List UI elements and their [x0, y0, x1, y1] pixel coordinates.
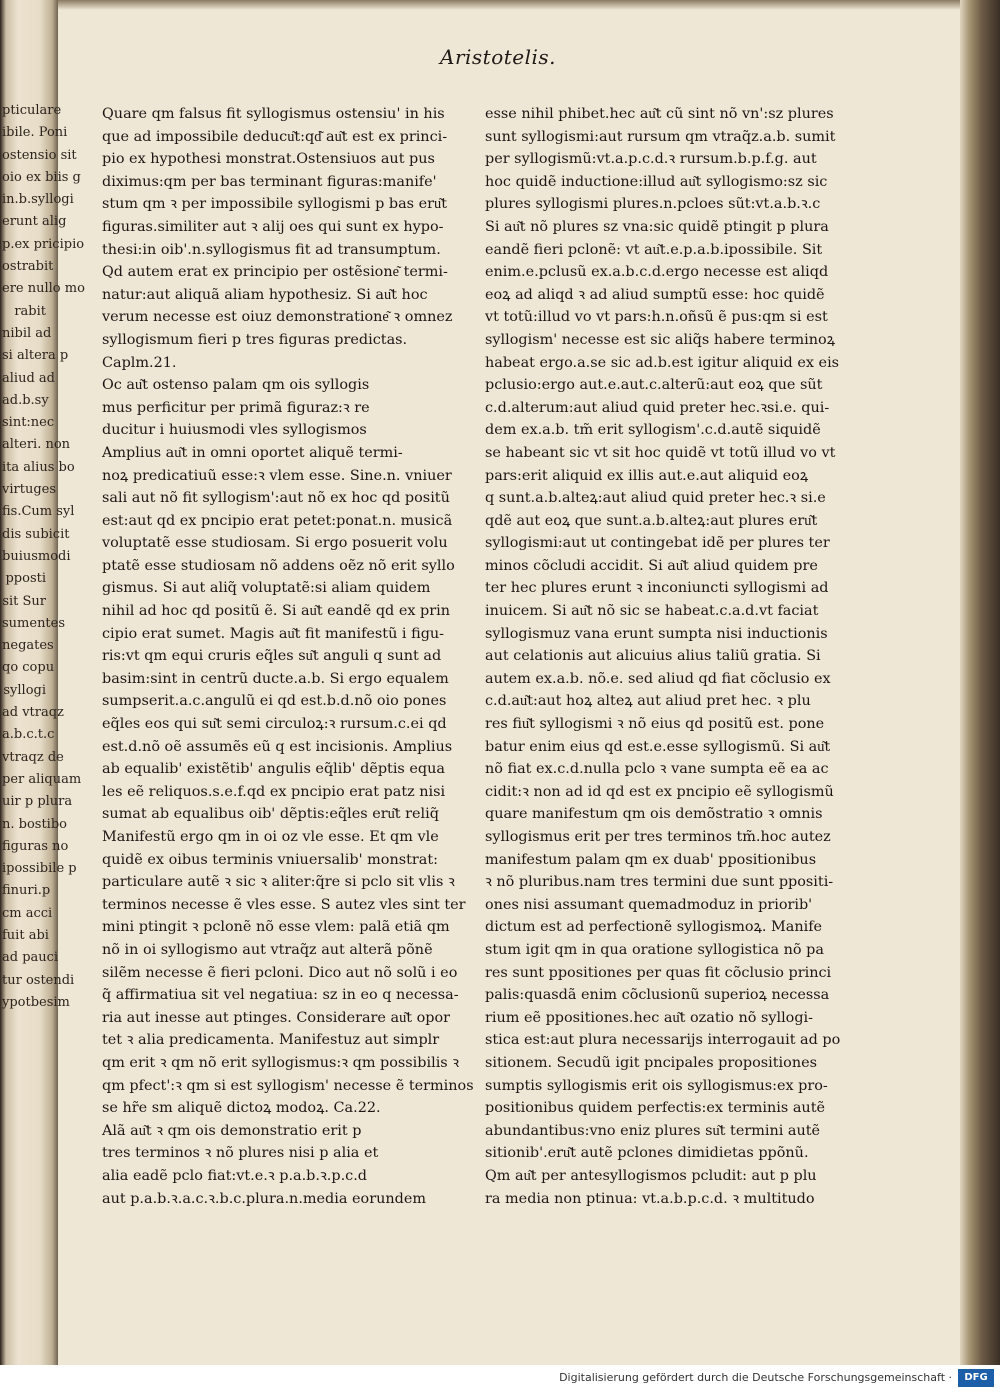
text-line: eandẽ fieri pclonẽ: vt au͂t.e.p.a.b.ipossibile. Sit [485, 241, 823, 258]
text-line: ra media non ptinua: vt.a.b.p.c.d. ꝛ multitudo [485, 1190, 815, 1207]
text-line: noꝝ predicatiuũ esse:ꝛ vlem esse. Sine.n. vniuer [102, 467, 452, 484]
text-line: stica est:aut plura necessarijs interrogauit ad po [485, 1032, 841, 1049]
footer-bar [0, 1365, 1000, 1392]
text-line: c.d.au͂t:aut hoꝝ alteꝝ aut aliud pret hec. ꝛ plu [485, 693, 811, 710]
text-line: esse nihil phibet.hec au͂t cũ sint nõ vn':sz plures [485, 106, 834, 122]
text-line: palis:quasdã enim cõclusionũ superioꝝ necessa [485, 987, 830, 1004]
text-line: ria aut inesse aut ptinges. Considerare au͂t opor [102, 1009, 451, 1026]
text-line: q̃ affirmatiua sit vel negatiua: sz in eo q necessa- [102, 987, 459, 1004]
text-line: diximus:qm per bas terminant figuras:manife' [102, 173, 437, 190]
text-line: batur enim eius qd est.e.esse syllogismũ. Si au͂t [485, 738, 831, 755]
text-line: verum necesse est oiuz demonstratione͂ ꝛ omnez [102, 309, 453, 326]
text-line: natur:aut aliquã aliam hypothesiz. Si au͂t hoc [102, 286, 428, 303]
margin-fragment: ypotbesim [2, 994, 70, 1010]
margin-fragment: sumentes [2, 615, 66, 631]
margin-fragment: ostrabit [2, 259, 54, 275]
text-line: figuras.similiter aut ꝛ alij oes qui sunt ex hypo- [102, 218, 444, 235]
margin-fragment: a.b.c.t.c [2, 727, 55, 743]
book-right-edge [960, 0, 1000, 1365]
text-line: res fiu͂t syllogismi ꝛ nõ eius qd positũ est. pone [485, 716, 825, 733]
margin-fragment: ipossibile p [2, 861, 77, 877]
text-line: Amplius au͂t in omni oportet aliquẽ termi- [102, 444, 403, 461]
text-line: sumat ab equalibus oib' dẽptis:eq̃les eru͂t reliq̃ [102, 806, 439, 823]
margin-fragment: sit Sur [2, 593, 46, 609]
text-line: les eẽ reliquos.s.e.f.qd ex pncipio erat patz nisi [102, 783, 446, 800]
digitization-credit: Digitalisierung gefördert durch die Deutsche Forschungsgemeinschaft · [559, 1371, 952, 1384]
text-line: est:aut qd ex pncipio erat petet:ponat.n. musicã [102, 512, 453, 529]
text-line: sali aut nõ fit syllogism':aut nõ ex hoc qd positũ [102, 490, 450, 507]
text-line: ab equalib' existẽtib' angulis eq̃lib' dẽptis equa [102, 761, 445, 778]
text-line: sitionib'.eru͂t autẽ pclones dimidietas ppõnũ. [485, 1145, 809, 1162]
text-line: dem ex.a.b. tm̃ erit syllogism'.c.d.autẽ siquidẽ [485, 422, 821, 439]
text-line: syllogismum fieri p tres figuras predictas. [102, 331, 408, 348]
margin-fragment: sint:nec [2, 415, 55, 431]
text-line: c.d.alterum:aut aliud quid preter hec.ꝛsi.e. qui- [485, 399, 830, 416]
text-line: Qd autem erat ex principio per ostẽsione͂ termi- [102, 264, 448, 281]
text-line: rium eẽ ppositiones.hec au͂t ozatio nõ syllogi- [485, 1009, 814, 1026]
page-top-edge [58, 0, 1000, 10]
text-line: nõ in oi syllogismo aut vtraq̃z aut alterã põnẽ [102, 941, 433, 958]
text-line: manifestum palam qm ex duab' ppositionibus [485, 851, 817, 868]
margin-fragment: fuit abi [2, 927, 49, 943]
margin-fragment: si altera p [2, 348, 69, 364]
text-line: mus perficitur per primã figuraz:ꝛ re [102, 399, 370, 416]
text-line: alia eadẽ pclo fiat:vt.e.ꝛ p.a.b.ꝛ.p.c.d [102, 1167, 367, 1184]
text-line: gismus. Si aut aliq̃ voluptatẽ:si aliam quidem [102, 580, 431, 597]
dfg-logo: DFG [958, 1369, 994, 1387]
text-line: per syllogismũ:vt.a.p.c.d.ꝛ rursum.b.p.f.g. aut [485, 151, 817, 168]
text-line: ptatẽ esse studiosam nõ addens oẽz nõ erit syllo [102, 557, 455, 574]
text-line: positionibus quidem perfectis:ex terminis autẽ [485, 1100, 825, 1117]
text-line: basim:sint in centrũ ducte.a.b. Si ergo equalem [102, 670, 449, 687]
text-line: Si au͂t nõ plures sz vna:sic quidẽ ptingit p plura [485, 218, 829, 235]
text-line: Qm au͂t per antesyllogismos pcludit: aut p plu [485, 1167, 817, 1184]
margin-fragment: vtraqz de [2, 749, 64, 765]
text-line: Oc au͂t ostenso palam qm ois syllogis [102, 377, 370, 394]
text-line: cipio erat sumet. Magis au͂t fit manifestũ i figu- [102, 625, 445, 642]
margin-fragment: per aliquam [2, 771, 82, 787]
margin-fragment: dis subicit [2, 526, 70, 542]
text-line: silẽm necesse ẽ fieri pcloni. Dico aut nõ solũ i eo [102, 964, 458, 981]
text-line: est.d.nõ oẽ assumẽs eũ q est incisionis. Amplius [102, 738, 453, 755]
margin-fragment: pposti [5, 571, 46, 587]
text-line: aut celationis aut alicuius alius taliũ gratia. Si [485, 648, 821, 665]
text-line: que ad impossibile deducu͂t:qd͂ au͂t est ex princi- [102, 128, 448, 145]
text-line: syllogismuz vana erunt sumpta nisi inductionis [485, 625, 828, 642]
margin-fragment: erunt alig [2, 214, 67, 230]
margin-fragment: aliud ad [2, 370, 55, 386]
margin-fragment: finuri.p [2, 883, 51, 899]
text-line: se hr̃e sm aliquẽ dictoꝝ modoꝝ. Ca.22. [102, 1100, 381, 1117]
text-line: qm pfect':ꝛ qm si est syllogism' necesse ẽ terminos [102, 1077, 474, 1094]
margin-fragment: negates [2, 638, 54, 654]
text-line: cidit:ꝛ non ad id qd est ex pncipio eẽ syllogismũ [485, 783, 834, 800]
text-line: quidẽ ex oibus terminis vniuersalib' monstrat: [102, 851, 438, 868]
margin-fragment: uir p plura [2, 794, 73, 810]
text-line: Quare qm falsus fit syllogismus ostensiu' in his [102, 106, 445, 122]
margin-fragment: cm acci [2, 905, 53, 921]
text-line: sumpserit.a.c.angulũ ei qd est.b.d.nõ oio pones [102, 693, 447, 710]
text-line: stum igit qm in qua oratione syllogistica nõ pa [485, 941, 824, 958]
text-line: voluptatẽ esse studiosam. Si ergo posuerit volu [102, 535, 448, 552]
text-line: plures syllogismi plures.n.pcloes sũt:vt.a.b.ꝛ.c [485, 196, 821, 213]
margin-fragment: pticulare [2, 103, 62, 118]
text-line: se habeant sic vt sit hoc quidẽ vt totũ illud vo vt [485, 444, 836, 461]
text-line: syllogismi:aut ut contingebat idẽ per plures ter [485, 535, 830, 552]
text-line: quare manifestum qm ois demõstratio ꝛ omnis [485, 806, 823, 823]
text-line: dictum est ad perfectionẽ syllogismoꝝ. Manife [485, 919, 823, 936]
text-line: sumptis syllogismis erit ois syllogismus:ex pro- [485, 1077, 828, 1094]
text-line: mini ptingit ꝛ pclonẽ nõ esse vlem: palã etiã qm [102, 919, 450, 936]
margin-fragment: virtuges [2, 482, 56, 498]
margin-fragment: ad pauci [2, 950, 59, 966]
text-line: eoꝝ ad aliqd ꝛ ad aliud sumptũ esse: hoc quidẽ [485, 286, 825, 303]
margin-fragment: ita alius bo [2, 459, 75, 475]
margin-fragment: p.ex pricipio [2, 236, 85, 252]
text-column-left [102, 103, 474, 1210]
text-line: res sunt ppositiones per quas fit cõclusio princi [485, 964, 832, 981]
text-line: inuicem. Si au͂t nõ sic se habeat.c.a.d.vt faciat [485, 603, 819, 620]
text-line: pclusio:ergo aut.e.aut.c.alterũ:aut eoꝝ que sũt [485, 377, 823, 394]
text-line: ꝛ nõ pluribus.nam tres termini due sunt ppositi- [485, 874, 834, 891]
margin-fragment: buiusmodi [2, 548, 71, 564]
text-line: tet ꝛ alia predicamenta. Manifestuz aut simplr [102, 1032, 440, 1049]
text-line: hoc quidẽ inductione:illud au͂t syllogismo:sz sic [485, 173, 828, 190]
text-line: enim.e.pclusũ ex.a.b.c.d.ergo necesse est aliqd [485, 264, 829, 281]
text-line: ris:vt qm equi cruris eq̃les su͂t anguli q sunt ad [102, 648, 442, 665]
text-line: ones nisi assumant quemadmoduz in priorib' [485, 896, 813, 913]
margin-fragment: in.b.syllogi [2, 192, 74, 208]
running-head: Aristotelis. [440, 45, 557, 69]
text-line: aut p.a.b.ꝛ.a.c.ꝛ.b.c.plura.n.media eorundem [102, 1190, 426, 1207]
text-line: ducitur i huiusmodi vles syllogismos [102, 422, 367, 439]
margin-fragment: fis.Cum syl [2, 504, 75, 520]
text-line: qdẽ aut eoꝝ que sunt.a.b.alteꝝ:aut plures eru͂t [485, 512, 818, 529]
text-line: sitionem. Secudũ igit pncipales propositiones [485, 1054, 817, 1071]
left-margin-text [2, 100, 85, 1014]
left-adjacent-page [0, 0, 85, 1365]
text-line: ter hec plures erunt ꝛ inconiuncti syllogismi ad [485, 580, 829, 597]
margin-fragment: ad.b.sy [2, 392, 49, 408]
margin-fragment: oio ex biis g [2, 169, 81, 185]
text-line: syllogism' necesse est sic aliq̃s habere terminoꝝ [485, 331, 836, 348]
margin-fragment: figuras no [2, 838, 69, 854]
text-line: nõ fiat ex.c.d.nulla pclo ꝛ vane sumpta eẽ ea ac [485, 761, 829, 778]
text-line: vt totũ:illud vo vt pars:h.n.oñsũ ẽ pus:qm si est [485, 309, 828, 326]
text-line: nihil ad hoc qd positũ ẽ. Si au͂t eandẽ qd ex prin [102, 603, 451, 620]
text-line: pio ex hypothesi monstrat.Ostensiuos aut pus [102, 151, 435, 168]
text-line: Alã au͂t ꝛ qm ois demonstratio erit p [102, 1122, 362, 1139]
text-line: thesi:in oib'.n.syllogismus fit ad transumptum. [102, 241, 441, 258]
text-line: syllogismus erit per tres terminos tm̃.hoc autez [485, 829, 831, 845]
margin-fragment: rabit [14, 303, 46, 319]
margin-fragment: syllogi [3, 682, 46, 698]
margin-fragment: alteri. non [2, 437, 71, 453]
margin-fragment: ibile. Poni [2, 125, 68, 141]
text-line: q sunt.a.b.alteꝝ:aut aliud quid preter hec.ꝛ si.e [485, 490, 826, 507]
margin-fragment: qo copu [2, 660, 55, 676]
text-line: habeat ergo.a.se sic ad.b.est igitur aliquid ex eis [485, 354, 840, 371]
text-line: autem ex.a.b. nõ.e. sed aliud qd fiat cõclusio ex [485, 670, 831, 687]
text-line: eq̃les eos qui su͂t semi circuloꝝ:ꝛ rursum.c.ei qd [102, 716, 447, 733]
margin-fragment: n. bostibo [2, 816, 67, 832]
margin-fragment: ere nullo mo [2, 281, 85, 297]
text-line: terminos necesse ẽ vles esse. S autez vles sint ter [102, 896, 466, 913]
text-line: tres terminos ꝛ nõ plures nisi p alia et [102, 1145, 379, 1162]
text-line: abundantibus:vno eniz plures su͂t termini autẽ [485, 1122, 821, 1139]
text-column-right [485, 103, 841, 1210]
text-line: minos cõcludi accidit. Si au͂t aliud quidem pre [485, 557, 818, 574]
margin-fragment: ostensio sit [2, 147, 77, 163]
text-line: stum qm ꝛ per impossibile syllogismi p bas eru͂t [102, 196, 447, 213]
text-line: sunt syllogismi:aut rursum qm vtraq̃z.a.b. sumit [485, 128, 836, 145]
margin-fragment: ad vtraqz [2, 705, 64, 721]
text-line: Caplm.21. [102, 354, 177, 371]
text-line: Manifestũ ergo qm in oi oz vle esse. Et qm vle [102, 829, 439, 845]
text-line: particulare autẽ ꝛ sic ꝛ aliter:q̃re si pclo sit vlis ꝛ [102, 874, 455, 891]
margin-fragment: tur ostendi [2, 972, 75, 988]
text-line: qm erit ꝛ qm nõ erit syllogismus:ꝛ qm possibilis ꝛ [102, 1054, 460, 1071]
text-line: pars:erit aliquid ex illis aut.e.aut aliquid eoꝝ [485, 467, 809, 484]
margin-fragment: nibil ad [2, 325, 52, 341]
